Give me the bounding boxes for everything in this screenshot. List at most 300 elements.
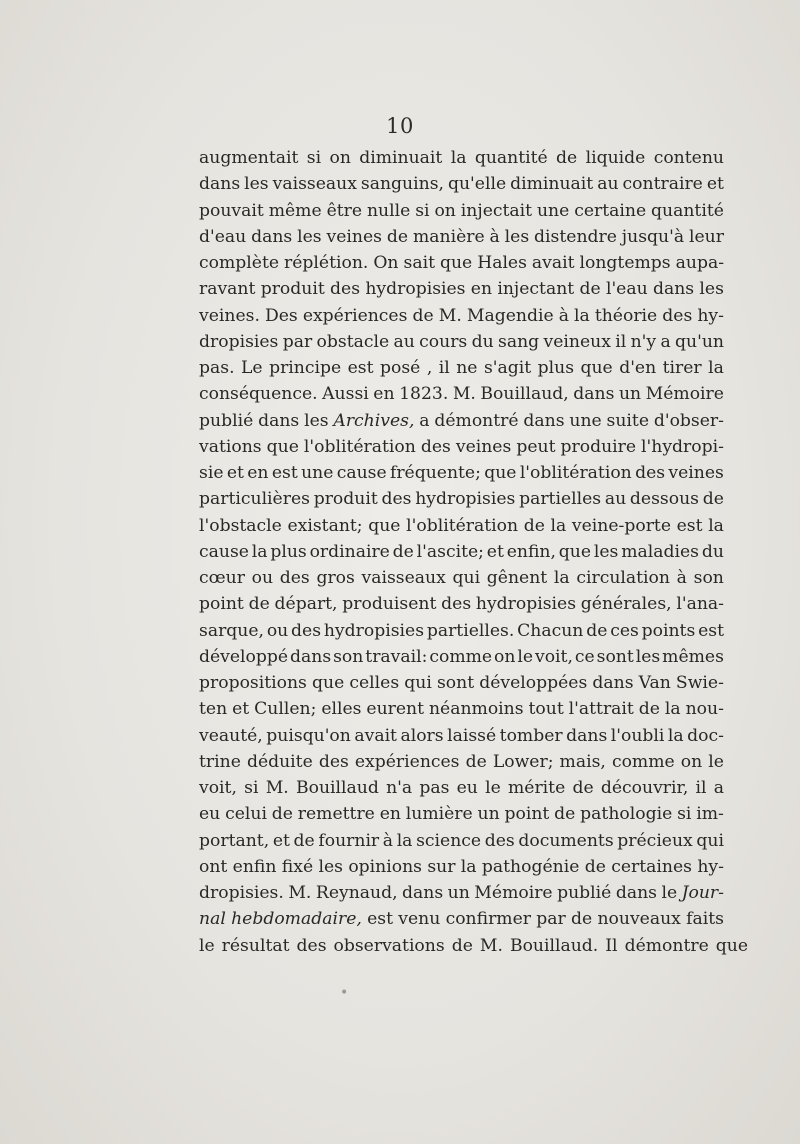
word: une [569,410,602,431]
word: au [597,174,619,195]
word: existant; [287,515,363,536]
body-text [199,145,748,959]
word: et [226,463,244,483]
text-line [199,696,724,722]
word: injectant [497,279,575,300]
word: à [489,226,500,247]
word: longtemps [579,253,671,273]
word: réplétion. [284,253,369,273]
word: il [438,358,450,378]
word: hy- [697,305,724,326]
text-line [199,828,724,854]
word: fréquente; [389,463,481,483]
word: comme [611,751,675,772]
word: ces [610,620,639,641]
word: fixé [281,856,314,877]
word: n'y [630,331,657,352]
word: ou [266,620,289,641]
word: Bouillaud, [480,384,569,405]
word: sanguins, [360,174,444,195]
word: ce [574,646,595,667]
word: alors [400,725,444,746]
word: produire [560,436,637,457]
word: si [677,804,692,825]
word: Jour- [681,883,724,903]
word: travail: [365,646,428,667]
word: hydropisies [475,594,577,615]
word: des [441,594,472,615]
word: dans [592,673,634,693]
word: la [667,725,684,746]
word: eu [456,778,478,798]
word: l'oubli [610,725,665,746]
text-line [199,644,724,670]
word: dans [615,883,657,903]
word: fournir [318,830,380,851]
word: des [635,463,666,483]
word: cause [199,541,249,562]
word: ou [251,568,274,588]
text-line [199,749,724,775]
word: la [396,830,413,851]
word: remettre [297,804,375,825]
word: nal [199,909,226,930]
word: que [368,515,401,536]
word: dans [573,384,615,405]
word: diminuait [359,148,443,168]
word: qui [452,568,481,588]
word: le [708,751,724,772]
word: gênent [486,568,548,588]
text-line [199,775,724,801]
word: sont [596,646,634,667]
word: eu [199,804,221,825]
word: dans [258,410,300,431]
text-line [199,250,724,276]
word: de [571,909,593,930]
word: cours [419,331,468,352]
word: le [485,778,501,798]
word: qu'un [675,331,724,352]
word: la [251,541,268,562]
word: cœur [199,568,245,588]
word: jusqu'à [621,226,685,247]
word: cause [336,463,387,483]
word: quantité [474,148,548,168]
word: de [271,804,293,825]
text-line [199,355,724,381]
word: les [504,226,530,247]
word: dans [566,725,608,746]
word: la [450,148,467,168]
word: de [451,935,473,956]
word: que [266,436,299,457]
word: expériences [302,305,408,326]
word: pas [419,778,450,798]
word: les [318,856,343,877]
word: complète [199,253,280,273]
word: on [329,148,351,168]
word: de [584,856,606,877]
word: ne [456,358,478,378]
word: si [244,778,259,798]
word: mêmes [662,646,724,667]
text-line [199,801,724,827]
word: , [426,358,433,378]
word: veines [326,226,382,247]
text-line [199,723,724,749]
word: a [713,778,724,798]
word: même [268,200,322,221]
word: dans [523,410,565,431]
word: partielles. [426,620,515,641]
word: dans [652,279,695,300]
word: que [484,463,517,483]
word: veine-porte [571,515,671,536]
word: voit, [199,778,237,798]
word: de [554,804,576,825]
word: veines. [199,305,260,326]
word: a [419,410,430,431]
word: la [708,515,724,536]
word: que [312,673,345,693]
word: 1823. [399,384,449,405]
word: la [550,515,567,536]
word: principe [269,358,342,378]
word: point [504,804,550,825]
text-line [199,460,724,486]
word: faits [686,909,724,930]
word: il [615,331,627,352]
word: Aussi [322,384,369,405]
word: plus [270,541,307,562]
word: n'a [386,778,413,798]
word: M. [479,935,503,956]
word: conséquence. [199,384,318,405]
text-line [199,145,724,171]
word: d'obser- [653,410,724,431]
word: la [708,358,724,378]
word: M. [265,778,289,798]
text-line [199,906,724,932]
word: de [572,778,594,798]
word: publié [199,410,254,431]
word: l'oblitération [406,515,519,536]
word: hydropisies [365,279,466,300]
word: gros [316,568,355,588]
text-line [199,880,724,906]
word: certaines [611,856,692,877]
word: et [486,541,504,562]
word: la [574,305,590,326]
word: mérite [507,778,566,798]
word: Magendie [466,305,554,326]
word: celles [349,673,400,693]
word: posé [380,358,421,378]
word: de [638,699,660,720]
word: déduite [246,751,313,772]
word: sie [199,463,224,483]
ink-speck: • [340,985,349,1001]
word: M. [452,384,476,405]
word: est [271,463,298,483]
word: de [586,620,608,641]
word: doc- [687,725,724,746]
word: particulières [199,489,310,510]
text-line [199,539,724,565]
word: qui [696,830,724,851]
word: découvrir, [600,778,689,798]
word: théorie [594,305,658,326]
word: à [382,830,394,851]
word: de [412,305,434,326]
word: résultat [221,935,290,956]
text-line [199,513,724,539]
word: pas. [199,358,235,378]
word: peut [516,436,556,457]
text-line [199,303,724,329]
text-line [199,329,724,355]
word: en [373,384,395,405]
word: ordinaire [309,541,390,562]
word: veines [668,463,724,483]
word: développées [479,673,588,693]
word: Archives, [333,410,415,431]
word: quantité [651,200,724,221]
word: est [698,620,724,641]
word: départ, [274,594,338,615]
word: contraire [622,174,703,195]
word: être [326,200,363,221]
word: Des [264,305,298,326]
word: plus [537,358,575,378]
word: dans [402,883,444,903]
word: sont [436,673,475,693]
word: laissé [447,725,497,746]
word: à [558,305,569,326]
word: lumière [405,804,473,825]
word: les [304,410,329,431]
word: sarque, [199,620,264,641]
word: un [618,384,642,405]
word: Hales [477,253,527,273]
word: la [553,568,570,588]
text-line [199,933,748,959]
word: de [702,489,724,510]
word: mais, [559,751,606,772]
word: science [416,830,482,851]
word: suite [606,410,649,431]
text-line [199,854,724,880]
word: les [244,174,269,195]
word: point [199,594,244,615]
word: tomber [499,725,563,746]
word: hydropisies [415,489,516,510]
word: des [420,436,451,457]
word: en [470,279,493,300]
word: celui [225,804,267,825]
word: veineux [543,331,611,352]
word: publié [557,883,612,903]
word: les [593,541,619,562]
word: Mémoire [474,883,553,903]
word: on [680,751,703,772]
word: Le [241,358,263,378]
word: l'ascite; [416,541,484,562]
word: points [641,620,696,641]
word: des [318,751,349,772]
word: l'ana- [676,594,724,615]
word: générales, [580,594,672,615]
word: M. [438,305,462,326]
word: des [330,279,361,300]
word: on [434,200,456,221]
word: au [604,489,627,510]
word: l'attrait [568,699,634,720]
word: en [379,804,401,825]
word: est [347,358,374,378]
word: leur [688,226,724,247]
word: par [282,331,313,352]
word: liquide [585,148,646,168]
word: produit [313,489,378,510]
word: dropisies. [199,883,284,903]
word: certaine [574,200,647,221]
word: dans [199,174,241,195]
word: sait [403,253,435,273]
word: et [232,699,250,720]
word: on [494,646,516,667]
word: observations [333,935,445,956]
word: démontre [624,935,709,956]
word: qui [404,673,432,693]
word: l'oblitération [303,436,416,457]
word: les [699,279,724,300]
word: par [536,909,566,930]
word: d'en [619,358,657,378]
word: diminuait [510,174,594,195]
word: hy- [697,856,724,877]
text-line [199,198,724,224]
word: des [279,568,310,588]
word: vations [199,436,262,457]
word: nouveaux [597,909,681,930]
text-line [199,408,724,434]
word: son [693,568,724,588]
word: hydropisies [323,620,425,641]
word: eurent [366,699,425,720]
word: à [676,568,687,588]
word: un [477,804,500,825]
word: l'oblitération [519,463,632,483]
word: Bouillaud. [509,935,599,956]
word: Swie- [675,673,724,693]
word: de [556,148,578,168]
word: d'eau [199,226,247,247]
text-line [199,276,724,302]
word: Lower; [492,751,554,772]
text-line [199,565,724,591]
word: sang [498,331,540,352]
word: avait [354,725,397,746]
word: de [293,830,315,851]
text-line [199,434,724,460]
word: l'hydropi- [641,436,724,457]
word: de [579,279,601,300]
word: circulation [576,568,670,588]
word: Mémoire [645,384,724,405]
word: comme [429,646,493,667]
word: de [392,541,414,562]
word: est [367,909,394,930]
text-line [199,486,724,512]
word: il [695,778,707,798]
word: précieux [617,830,693,851]
word: au [393,331,415,352]
word: pouvait [199,200,264,221]
word: injectait [460,200,533,221]
word: l'eau [605,279,648,300]
word: ten [199,699,228,720]
word: et [706,174,724,195]
word: et [272,830,290,851]
word: si [306,148,322,168]
text-line [199,224,724,250]
text-line [199,171,724,197]
word: partielles [519,489,602,510]
word: les [635,646,661,667]
word: vaisseaux [272,174,357,195]
word: enfin, [506,541,556,562]
word: maladies [621,541,699,562]
word: confirmer [445,909,531,930]
word: le [517,646,534,667]
word: en [247,463,269,483]
word: les [297,226,322,247]
word: augmentait [199,148,299,168]
word: s'agit [483,358,532,378]
word: Bouillaud [295,778,379,798]
word: un [447,883,470,903]
word: l'obstacle [199,515,282,536]
word: produit [260,279,325,300]
word: que [439,253,473,273]
word: manière [412,226,485,247]
word: une [536,200,570,221]
word: opinions [348,856,422,877]
word: la [460,856,477,877]
word: de [248,594,270,615]
word: documents [518,830,614,851]
word: Chacun [517,620,584,641]
word: aupa- [675,253,724,273]
word: propositions [199,673,307,693]
word: Reynaud, [315,883,398,903]
word: nou- [685,699,724,720]
word: que [580,358,613,378]
word: dropisies [199,331,279,352]
word: venu [398,909,441,930]
word: que [715,935,748,956]
word: le [661,883,678,903]
word: Van [638,673,671,693]
word: ravant [199,279,256,300]
word: des [381,489,412,510]
page-number: 10 [386,114,414,138]
word: nulle [366,200,411,221]
word: du [471,331,494,352]
word: im- [696,804,724,825]
